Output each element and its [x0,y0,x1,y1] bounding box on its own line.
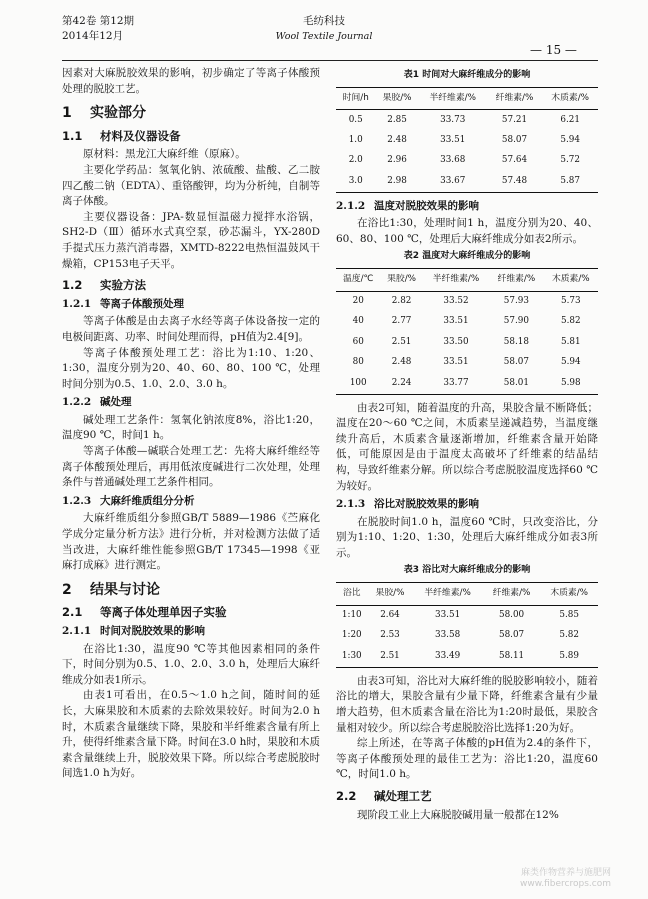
table-cell: 60 [352,336,364,347]
table-cell: 5.98 [561,377,581,388]
table2-caption: 表2 温度对大麻纤维成分的影响 [403,251,531,262]
table-cell: 20 [352,296,364,307]
table-header-cell: 半纤维素/% [432,274,480,285]
intro-paragraph: 因素对大麻脱胶效果的影响，初步确定了等离子体酸预处理的脱胶工艺。 [62,67,320,95]
table-header-cell: 果胶/% [387,274,417,285]
body-paragraph: 在浴比1:30，处理时间1 h，温度分别为20、40、60、80、100 ℃，处理后大麻纤维成分如表2所示。 [336,217,598,245]
table-cell: 1:10 [341,610,362,621]
header-rule [62,60,598,61]
table-cell: 2.0 [348,155,363,166]
table-cell: 33.67 [440,175,466,186]
subsection-heading: 2.1 等离子体处理单因子实验 [62,605,227,620]
table-cell: 2.96 [387,155,407,166]
table-cell: 33.73 [440,114,466,125]
table-cell: 80 [352,357,364,368]
subsubsection-heading: 2.1.2 温度对脱胶效果的影响 [336,199,479,212]
table-cell: 5.82 [559,630,579,641]
table-cell: 33.58 [434,630,461,641]
table-cell: 2.64 [380,610,400,621]
table-cell: 6.21 [560,114,580,125]
subsubsection-heading: 1.2.1 等离子体酸预处理 [62,297,184,310]
body-paragraph: 综上所述，在等离子体酸的pH值为2.4的条件下，等离子体酸预处理的最佳工艺为：浴比1:20，温度60 ℃，时间1.0 h。 [336,737,598,781]
table-cell: 58.01 [503,377,529,388]
table-cell: 5.94 [560,134,580,145]
table-header-cell: 浴比 [342,588,361,599]
table-cell: 5.81 [561,336,581,347]
table-header-cell: 木质素/% [550,588,589,599]
table-cell: 1.0 [348,134,363,145]
running-header-journal [0,14,648,44]
journal-title-en: Wool Textile Journal [275,31,373,42]
table-cell: 58.00 [498,610,525,621]
table-cell: 2.98 [387,175,407,186]
journal-title-cn: 毛纺科技 [303,15,345,27]
table-cell: 33.51 [434,610,461,621]
table2 [336,268,598,394]
table-cell: 2.51 [391,336,412,347]
body-paragraph: 在脱胶时间1.0 h，温度60 ℃时，只改变浴比，分别为1:10、1:20、1:30，处理后大麻纤维成分如表3所示。 [336,515,598,559]
table-cell: 5.72 [560,155,580,166]
table-row [336,312,598,332]
subsubsection-heading: 1.2.3 大麻纤维质组分分析 [62,494,195,507]
table-row [336,332,598,352]
table-cell: 33.51 [443,316,469,327]
table-row [336,626,598,646]
right-column [336,66,598,823]
table-row [336,353,598,373]
table-cell: 5.85 [559,610,579,621]
table-cell: 57.90 [503,316,529,327]
table-header-cell: 木质素/% [551,274,590,285]
subsection-heading: 2.2 碱处理工艺 [336,788,432,803]
table-header-cell: 时间/h [342,92,369,103]
body-paragraph: 由表2可知，随着温度的升高，果胶含量不断降低；温度在20～60 ℃之间，木质素呈递减趋势，当温度继续升高后，木质素含量逐渐增加，纤维素含量开始降低，可能原因是由于温度太高破坏了纤维素的结晶结构，导致纤维素分解。所以综合考虑脱胶温度选择60 ℃为较好。 [336,401,598,492]
body-paragraph: 由表1可看出，在0.5～1.0 h之间，随时间的延长，大麻果胶和木质素的去除效果较好。时间为2.0 h时，木质素含量继续下降，果胶和半纤维素含量有所上升，使得纤维素含量下降。时间在3.0 h时，果胶和木质素含量继续上升，脱胶效果下降。所以综合考虑脱胶时间选1.0 h为好。 [62,689,320,780]
table-cell: 2.53 [380,630,400,641]
equipment-paragraph: 主要仪器设备：JPA-数显恒温磁力搅拌水浴锅，SH2-D（Ⅲ）循环水式真空泵，砂芯漏斗，YX-280D手提式压力蒸汽消毒器，XMTD-8222电热恒温鼓风干燥箱，CP153电子天平。 [62,210,320,270]
table-cell: 5.94 [561,357,581,368]
table-cell: 58.07 [503,357,529,368]
table-cell: 33.52 [443,296,469,307]
subsubsection-heading: 1.2.2 碱处理 [62,396,132,409]
body-paragraph: 在浴比1:30，温度90 ℃等其他因素相同的条件下，时间分别为0.5、1.0、2.0、3.0 h，处理后大麻纤维成分如表1所示。 [62,642,320,686]
table-row [336,131,598,151]
table-header-cell: 果胶/% [382,92,412,103]
table-row [336,646,598,667]
table-cell: 33.68 [440,155,466,166]
materials-paragraph: 原材料：黑龙江大麻纤维（原麻）。 [83,148,246,161]
table1 [336,87,598,193]
table-row [336,110,598,131]
subsection-heading: 1.2 实验方法 [62,278,146,293]
section-heading: 2 结果与讨论 [62,581,160,598]
table-cell: 33.51 [443,357,469,368]
table-cell: 100 [349,377,367,388]
watermark: 麻类作物营养与施肥网 www.fibercrops.com [520,868,611,889]
table-cell: 1:30 [341,650,362,661]
table-cell: 0.5 [348,114,363,125]
table-cell: 57.93 [503,296,529,307]
table-cell: 57.64 [501,155,528,166]
page-number: — 15 — [530,43,577,57]
table-cell: 58.11 [498,650,525,661]
table-cell: 57.48 [501,175,528,186]
table-row [336,151,598,171]
body-paragraph: 大麻纤维质组分参照GB/T 5889—1986《苎麻化学成分定量分析方法》进行分析，并对检测方法做了适当改进，大麻纤维性能参照GB/T 17345—1998《亚麻打成麻》进行测定。 [62,512,320,572]
table-cell: 5.73 [561,296,581,307]
table-header-cell: 纤维素/% [495,92,534,103]
table-cell: 33.77 [443,377,469,388]
chemicals-paragraph: 主要化学药品：氢氧化钠、浓硫酸、盐酸、乙二胺四乙酸二钠（EDTA）、重铬酸钾，均为分析纯，自制等离子体酸。 [62,163,320,208]
table-cell: 58.07 [498,630,525,641]
body-paragraph: 等离子体酸—碱联合处理工艺：先将大麻纤维经等离子体酸预处理后，再用低浓度碱进行二次处理，处理条件与普通碱处理工艺条件相同。 [62,445,320,489]
table-header-cell: 纤维素/% [497,274,536,285]
table-row [336,171,598,192]
volume-issue: 第42卷 第12期 [62,15,135,27]
table-cell: 58.07 [501,134,528,145]
table-cell: 5.87 [560,175,580,186]
subsubsection-heading: 2.1.1 时间对脱胶效果的影响 [62,625,205,637]
body-paragraph: 碱处理工艺条件：氢氧化钠浓度8%，浴比1:20，温度90 ℃，时间1 h。 [62,413,320,442]
table-cell: 40 [352,316,364,327]
table-header-cell: 半纤维素/% [429,92,476,103]
table-cell: 2.51 [380,650,400,661]
table-cell: 5.82 [561,316,581,327]
table-row [336,605,598,626]
table-row [336,291,598,312]
table-header-cell: 半纤维素/% [424,588,471,599]
table-row [336,373,598,394]
table-cell: 33.50 [443,336,469,347]
table-cell: 58.18 [503,336,529,347]
issue-date: 2014年12月 [62,30,124,42]
body-paragraph: 现阶段工业上大麻脱胶碱用量一般都在12% [357,808,559,821]
table-cell: 2.82 [391,296,412,307]
subsubsection-heading: 2.1.3 浴比对脱胶效果的影响 [336,498,479,511]
table-header-cell: 果胶/% [375,588,405,599]
table1-caption: 表1 时间对大麻纤维成分的影响 [403,70,531,80]
table-header-cell: 木质素/% [551,92,590,103]
table-cell: 1:20 [341,630,362,641]
section-heading: 1 实验部分 [62,105,146,122]
table-cell: 2.77 [391,316,412,327]
table-header-cell: 温度/℃ [342,274,374,285]
table-cell: 5.89 [559,650,579,661]
table-cell: 2.24 [391,377,412,388]
table-cell: 2.48 [387,134,407,145]
table-header-cell: 纤维素/% [492,588,531,599]
table-cell: 3.0 [348,175,363,186]
table-cell: 57.21 [501,114,528,125]
subsection-heading: 1.1 材料及仪器设备 [62,128,181,143]
body-paragraph: 等离子体酸预处理工艺：浴比为1:10、1:20、1:30，温度分别为20、40、60、80、100 ℃，处理时间分别为0.5、1.0、2.0、3.0 h。 [62,346,320,390]
table-cell: 2.48 [391,357,412,368]
table3-caption: 表3 浴比对大麻纤维成分的影响 [403,565,531,576]
body-paragraph: 由表3可知，浴比对大麻纤维的脱胶影响较小，随着浴比的增大，果胶含量有少量下降，纤维素含量有少量增大趋势，但木质素含量在浴比为1:20时最低，果胶含量相对较少。所以综合考虑脱胶浴比选择1:20为好。 [336,674,598,734]
table-cell: 2.85 [387,114,407,125]
table-cell: 33.51 [440,134,466,145]
body-paragraph: 等离子体酸是由去离子水经等离子体设备按一定的电极间距离、功率、时间处理而得，pH值为2.4[9]。 [62,315,320,343]
left-column [62,66,320,782]
table3 [336,582,598,668]
table-cell: 33.49 [434,650,461,661]
